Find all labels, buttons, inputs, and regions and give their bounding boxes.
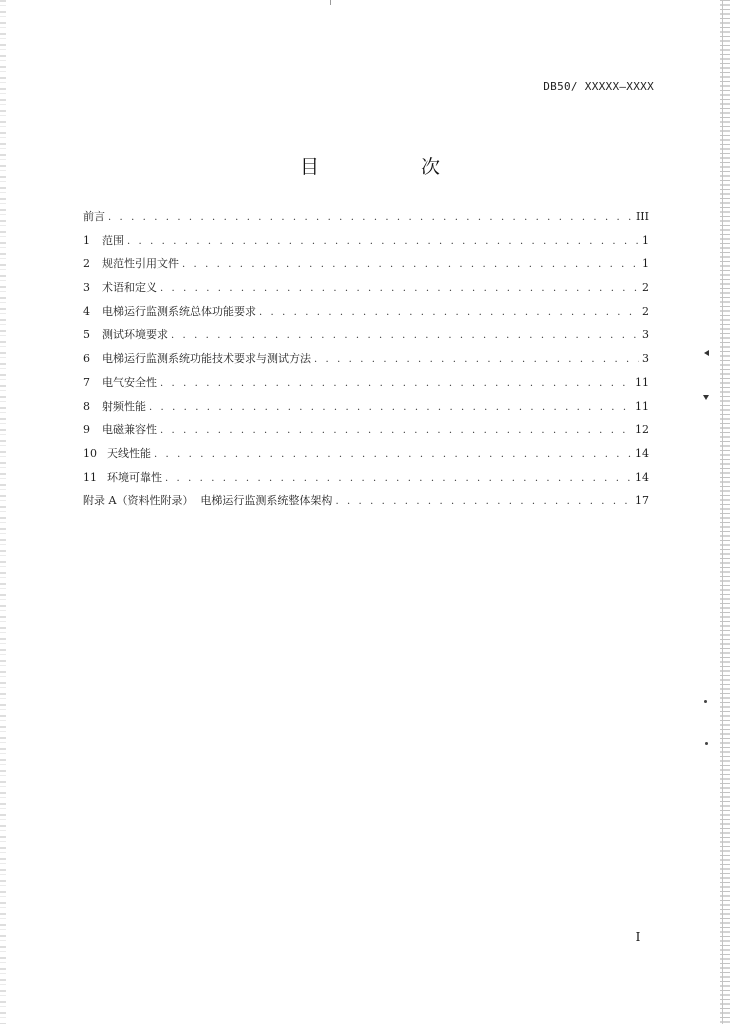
scan-dot <box>705 742 708 745</box>
toc-leader-dots <box>160 425 632 436</box>
toc-entry-number: 7 <box>83 375 90 389</box>
toc-entry[interactable] <box>83 255 649 279</box>
toc-entry-number: 9 <box>83 423 90 437</box>
toc-entry-number: 8 <box>83 399 90 413</box>
toc-leader-dots <box>259 307 639 318</box>
toc-entry-label: 环境可靠性 <box>107 470 162 484</box>
toc-leader-dots <box>154 449 632 460</box>
toc-leader-dots <box>149 402 632 413</box>
toc-entry-number: 1 <box>83 233 90 247</box>
toc-entry-number: 5 <box>83 328 90 342</box>
toc-entry-label: 电磁兼容性 <box>102 423 157 437</box>
toc-leader-dots <box>335 496 632 507</box>
toc-entry-label: 术语和定义 <box>102 281 157 295</box>
toc-entry-number: 3 <box>83 281 90 295</box>
toc-leader-dots <box>108 212 633 223</box>
toc-entry-label: 规范性引用文件 <box>102 257 179 271</box>
scan-edge-left <box>0 0 6 1024</box>
toc-title-char-2: 次 <box>420 156 440 178</box>
toc-entry-page: 1 <box>642 233 649 247</box>
toc-entry-label: 天线性能 <box>107 446 151 460</box>
toc-leader-dots <box>182 259 639 270</box>
scan-mark <box>330 0 331 5</box>
toc-entry-page: 17 <box>635 494 649 508</box>
toc-entry-number: 2 <box>83 257 90 271</box>
toc-entry[interactable] <box>83 326 649 350</box>
toc-entry[interactable] <box>83 232 649 256</box>
toc-entry-label: 附录 A（资料性附录） 电梯运行监测系统整体架构 <box>83 494 333 508</box>
scan-marker-down <box>703 395 709 400</box>
toc-entry-label: 范围 <box>102 233 124 247</box>
toc-entry-label: 电气安全性 <box>102 375 157 389</box>
toc-entry[interactable] <box>83 421 649 445</box>
toc-entry-number: 4 <box>83 304 90 318</box>
toc-entry-number: 11 <box>83 470 97 484</box>
toc-entry[interactable] <box>83 350 649 374</box>
toc-entry-number: 6 <box>83 352 90 366</box>
toc-entry[interactable] <box>83 303 649 327</box>
toc-entry[interactable] <box>83 398 649 422</box>
toc-entry-page: 11 <box>635 399 649 413</box>
toc-entry[interactable] <box>83 492 649 516</box>
toc-entry-page: 3 <box>642 328 649 342</box>
toc-entry[interactable] <box>83 374 649 398</box>
scan-edge-line <box>722 0 723 1024</box>
toc-entry-label: 电梯运行监测系统功能技术要求与测试方法 <box>102 352 311 366</box>
table-of-contents <box>83 208 649 516</box>
toc-title-char-1: 目 <box>300 156 320 178</box>
toc-leader-dots <box>160 378 632 389</box>
toc-leader-dots <box>165 473 632 484</box>
toc-entry-page: III <box>635 210 649 223</box>
page-number: I <box>635 930 641 944</box>
toc-entry[interactable] <box>83 208 649 232</box>
toc-leader-dots <box>127 236 639 247</box>
toc-entry[interactable] <box>83 445 649 469</box>
toc-entry-label: 射频性能 <box>102 399 146 413</box>
toc-entry-label: 测试环境要求 <box>102 328 168 342</box>
document-code: DB50/ XXXXX—XXXX <box>543 80 654 93</box>
toc-leader-dots <box>171 330 639 341</box>
toc-title <box>300 152 440 179</box>
toc-entry-page: 3 <box>642 352 649 366</box>
toc-entry-page: 11 <box>635 375 649 389</box>
toc-entry-page: 12 <box>635 423 649 437</box>
toc-entry-page: 2 <box>642 281 649 295</box>
toc-entry[interactable] <box>83 469 649 493</box>
toc-entry-page: 14 <box>635 446 649 460</box>
toc-entry[interactable] <box>83 279 649 303</box>
toc-leader-dots <box>160 283 639 294</box>
toc-entry-page: 14 <box>635 470 649 484</box>
toc-entry-number: 10 <box>83 446 97 460</box>
toc-entry-label: 前言 <box>83 210 105 223</box>
scan-marker-left <box>704 350 709 356</box>
scan-dot <box>704 700 707 703</box>
toc-entry-page: 1 <box>642 257 649 271</box>
toc-leader-dots <box>314 354 639 365</box>
toc-entry-label: 电梯运行监测系统总体功能要求 <box>102 304 256 318</box>
toc-entry-page: 2 <box>642 304 649 318</box>
